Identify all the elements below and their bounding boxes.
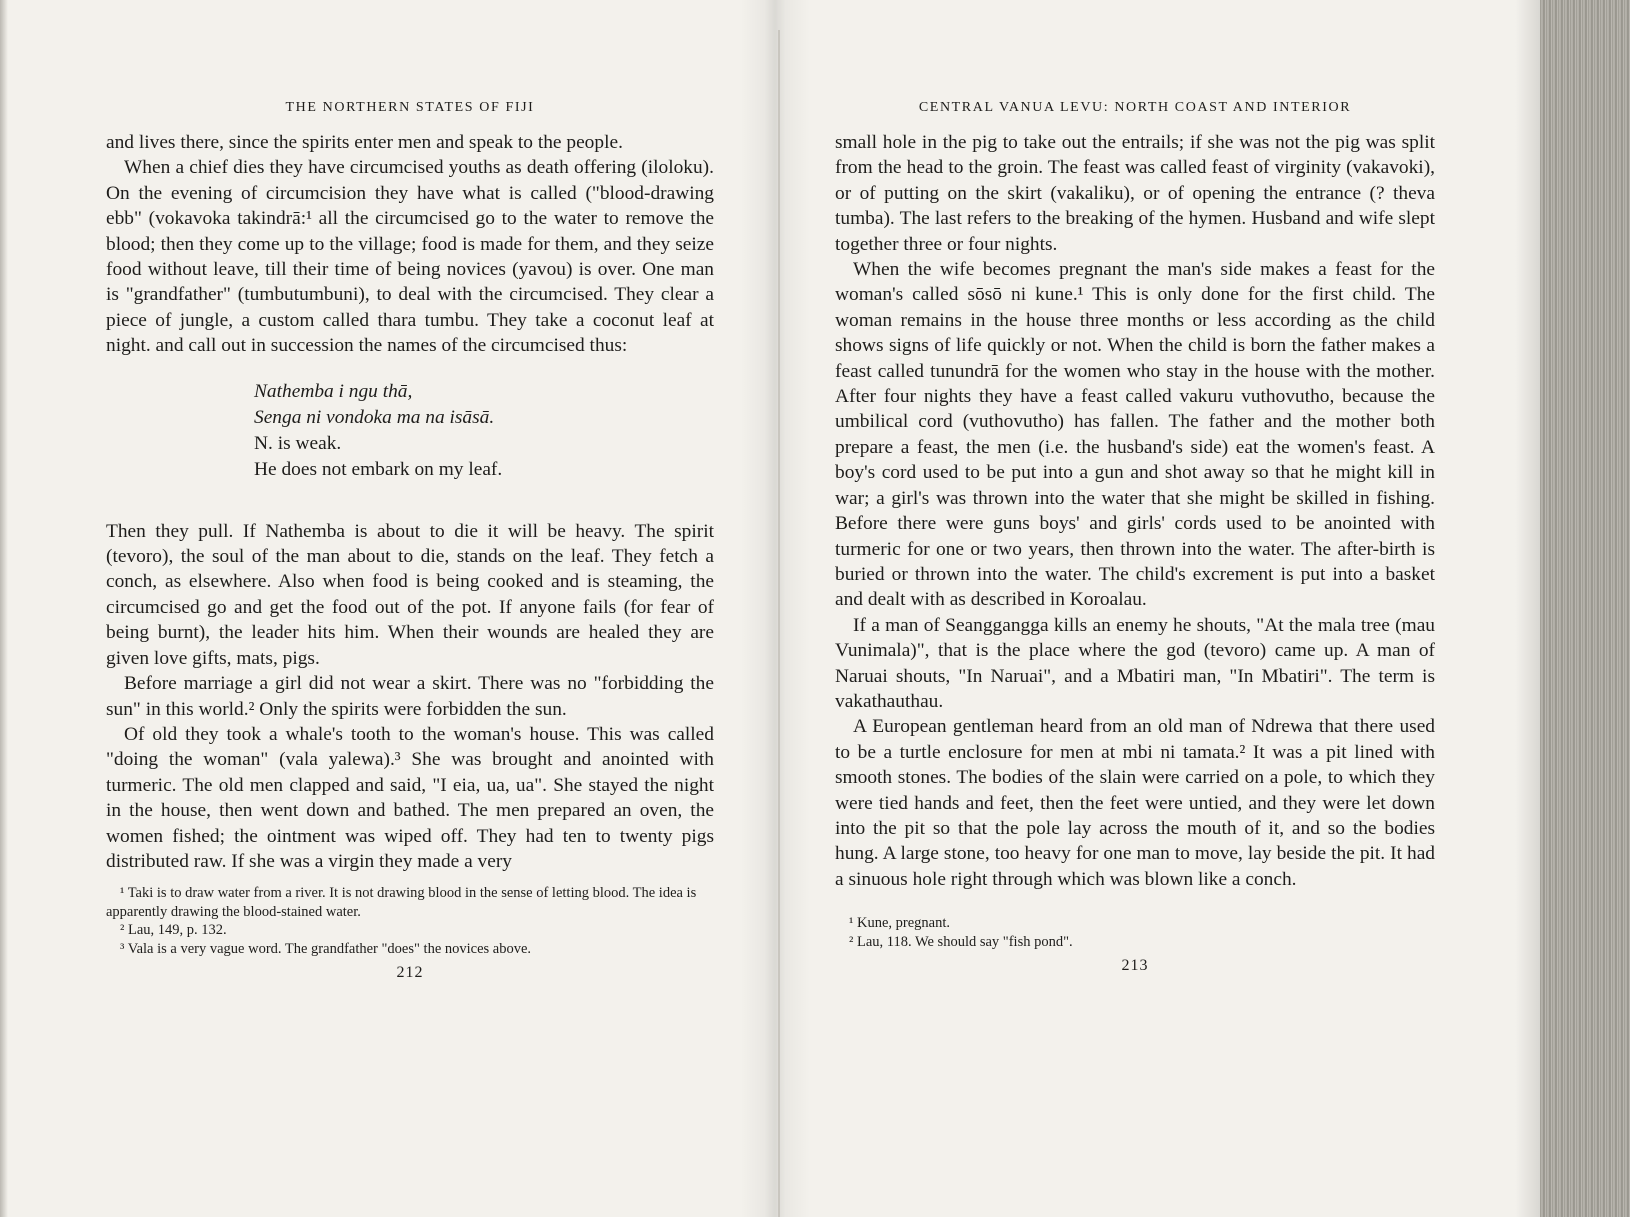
right-paragraph: When the wife becomes pregnant the man's side makes a feast for the woman's called sōsō ni kune.¹ This is only done for the first child. The woman remains in the house three months or less according as the child shows signs of life quickly or not. When the child is born the father makes a feast called tunundrā for the women who stay in the house with the mother. After four nights they have a feast called vakuru vuthovutho, because the umbilical cord (vuthovutho) has fallen. The father and the mother both prepare a feast, the men (i.e. the husband's side) eat the women's feast. A boy's cord used to be put into a gun and shot away so that he might kill in war; a girl's was thrown into the water that she might be skilled in fishing. Before there were guns boys' and girls' cords used to be anointed with turmeric for one or two years, then thrown into the water. The after-birth is buried or thrown into the water. The child's excrement is put into a basket and dealt with as described in Koroalau. — [835, 259, 1435, 611]
right-footnotes — [835, 914, 1435, 951]
right-paragraph: A European gentleman heard from an old man of Ndrewa that there used to be a turtle enclosure for men at mbi ni tamata.² It was a pit lined with smooth stones. The bodies of the slain were carried on a pole, to which they were tied hands and feet, then the feet were untied, and they were let down into the pit so that the pole lay across the mouth of it, and so the bodies hung. A large stone, too heavy for one man to move, lay beside the pit. It had a sinuous hole right through which was blown like a conch. — [835, 716, 1435, 890]
book-gutter — [740, 0, 810, 1217]
footnote: ² Lau, 149, p. 132. — [120, 922, 227, 939]
left-paragraph: When a chief dies they have circumcised youths as death offering (iloloku). On the evening of circumcision they have what is called ("blood-drawing ebb" (vokavoka takindrā:¹ all the circumcised go to the water to remove the blood; then they come up to the village; food is made for them, and they seize food without leave, till their time of being novices (yavou) is over. One man is "grandfather" (tumbutumbuni), to deal with the circumcised. They clear a piece of jungle, a custom called thara tumbu. They take a coconut leaf at night. and call out in succession the names of the circumcised thus: — [106, 157, 714, 357]
verse-block — [254, 379, 714, 483]
left-page-number: 212 — [396, 964, 424, 982]
verse-line: Senga ni vondoka ma na isāsā. — [254, 406, 495, 428]
left-footnotes — [106, 884, 714, 958]
page-stack-edge — [1540, 0, 1630, 1217]
left-page — [106, 100, 714, 982]
gutter-fold-line — [778, 30, 780, 1217]
right-paragraph: small hole in the pig to take out the entrails; if she was not the pig was split from the head to the groin. The feast was called feast of virginity (vakavoki), or of putting on the skirt (vakaliku), or of opening the entrance (? theva tumba). The last refers to the breaking of the hymen. Husband and wife slept together three or four nights. — [835, 132, 1435, 255]
left-page-edge — [0, 0, 8, 1217]
left-paragraph: Then they pull. If Nathemba is about to die it will be heavy. The spirit (tevoro), the soul of the man about to die, stands on the leaf. They fetch a conch, as elsewhere. Also when food is being cooked and is steaming, the circumcised go and get the food out of the pot. If anyone fails (for fear of being burnt), the leader hits him. When their wounds are healed they are given love gifts, mats, pigs. — [106, 520, 714, 669]
verse-line: He does not embark on my leaf. — [254, 458, 503, 480]
right-paragraph: If a man of Seanggangga kills an enemy he shouts, "At the mala tree (mau Vunimala)", that is the place where the god (tevoro) came up. A man of Naruai shouts, "In Naruai", and a Mbatiri man, "In Mbatiri". The term is vakathauthau. — [835, 614, 1435, 712]
left-paragraph: and lives there, since the spirits enter men and speak to the people. — [106, 132, 623, 153]
verse-line: Nathemba i ngu thā, — [254, 380, 413, 402]
right-running-head: CENTRAL VANUA LEVU: NORTH COAST AND INTERIOR — [918, 100, 1352, 115]
right-page-shadow — [1515, 0, 1543, 1217]
right-page-number: 213 — [1121, 957, 1149, 975]
footnote: ¹ Kune, pregnant. — [849, 915, 950, 932]
left-paragraph: Of old they took a whale's tooth to the woman's house. This was called "doing the woman" (vala yalewa).³ She was brought and anointed with turmeric. The old men clapped and said, "I eia, ua, ua". She stayed the night in the house, then went down and bathed. The men prepared an oven, the women fished; the ointment was wiped off. They had ten to twenty pigs distributed raw. If she was a virgin they made a very — [106, 723, 714, 872]
left-running-head: THE NORTHERN STATES OF FIJI — [285, 100, 535, 115]
right-page — [835, 100, 1435, 975]
footnote: ¹ Taki is to draw water from a river. It is not drawing blood in the sense of letting blood. The idea is apparently drawing the blood-stained water. — [106, 885, 697, 920]
verse-line: N. is weak. — [254, 432, 342, 454]
footnote: ² Lau, 118. We should say "fish pond". — [849, 933, 1073, 950]
footnote: ³ Vala is a very vague word. The grandfather "does" the novices above. — [120, 940, 532, 957]
left-paragraph: Before marriage a girl did not wear a skirt. There was no "forbidding the sun" in this world.² Only the spirits were forbidden the sun. — [106, 673, 714, 720]
